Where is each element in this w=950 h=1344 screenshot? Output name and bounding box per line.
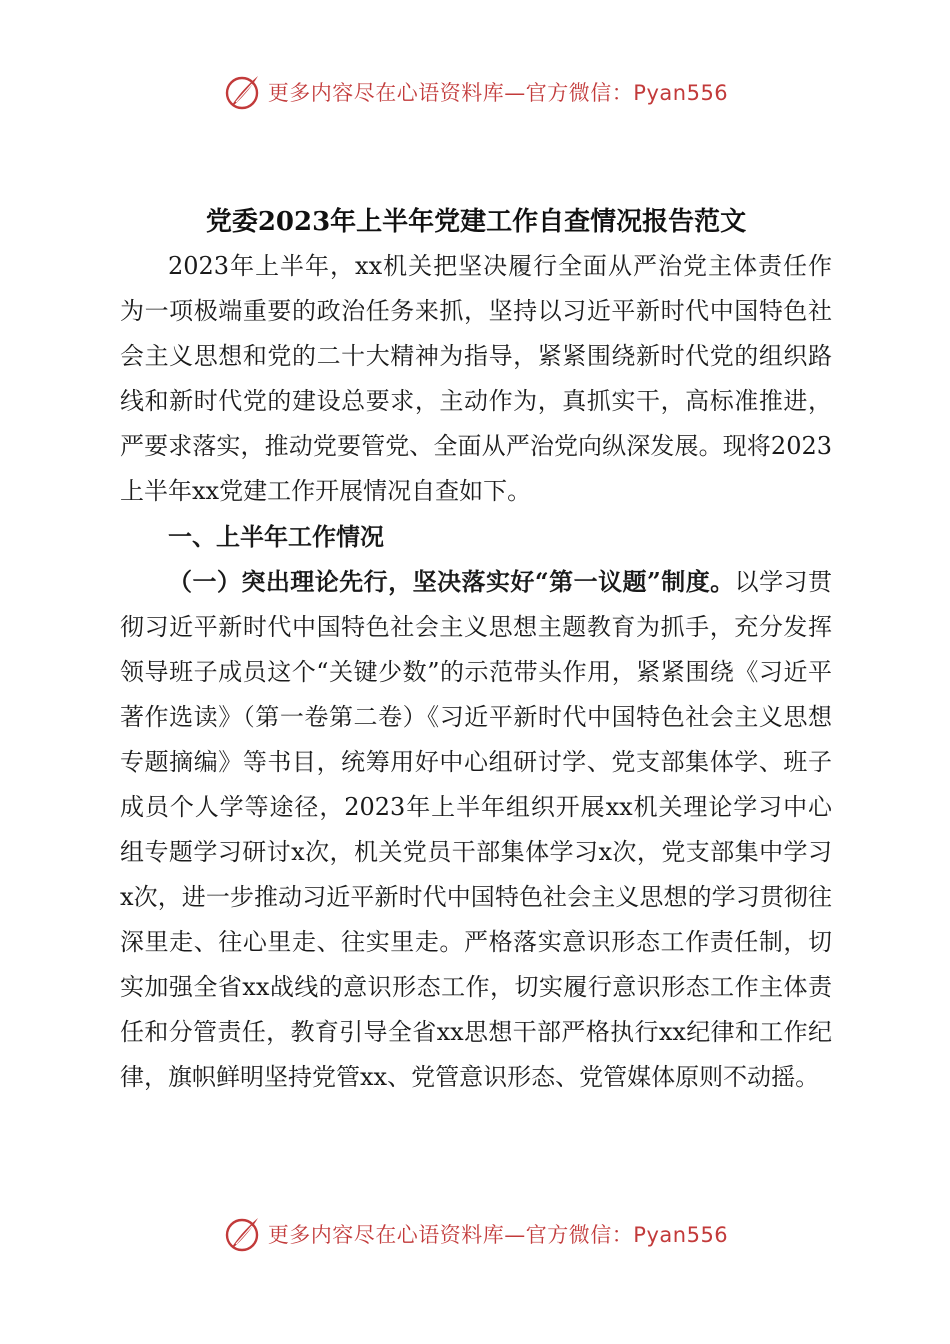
subsection-body: 以学习贯彻习近平新时代中国特色社会主义思想主题教育为抓手，充分发挥领导班子成员这个“关键少数”的示范带头作用，紧紧围绕《习近平著作选读》（第一卷第二卷）《习近平新时代中国特色社会主义思想专题摘编》等书目，统筹用好中心组研讨学、党支部集体学、班子成员个人学等途径，2023年上半年组织开展xx机关理论学习中心组专题学习研讨x次，机关党员干部集体学习x次，党支部集中学习x次，进一步推动习近平新时代中国特色社会主义思想的学习贯彻往深里走、往心里走、往实里走。严格落实意识形态工作责任制，切实加强全省xx战线的意识形态工作，切实履行意识形态工作主体责任和分管责任，教育引导全省xx思想干部严格执行xx纪律和工作纪律，旗帜鲜明坚持党管xx、党管意识形态、党管媒体原则不动摇。 xyxy=(120,568,833,1091)
subsection-paragraph xyxy=(120,559,832,1100)
subsection-heading: （一）突出理论先行，坚决落实好“第一议题”制度。 xyxy=(168,567,735,596)
watermark-text: 更多内容尽在心语资料库—官方微信：Pyan556 xyxy=(267,81,729,105)
watermark-header xyxy=(0,72,950,112)
section-heading: 一、上半年工作情况 xyxy=(168,522,384,551)
document-body xyxy=(120,200,832,1100)
quill-logo-icon xyxy=(222,1214,262,1254)
watermark-text: 更多内容尽在心语资料库—官方微信：Pyan556 xyxy=(267,1223,729,1247)
document-title: 党委2023年上半年党建工作自查情况报告范文 xyxy=(205,207,747,237)
intro-paragraph: 2023年上半年，xx机关把坚决履行全面从严治党主体责任作为一项极端重要的政治任务来抓，坚持以习近平新时代中国特色社会主义思想和党的二十大精神为指导，紧紧围绕新时代党的组织路线和新时代党的建设总要求，主动作为，真抓实干，高标准推进，严要求落实，推动党要管党、全面从严治党向纵深发展。现将2023上半年xx党建工作开展情况自查如下。 xyxy=(120,252,832,505)
quill-logo-icon xyxy=(222,72,262,112)
watermark-footer xyxy=(0,1214,950,1254)
